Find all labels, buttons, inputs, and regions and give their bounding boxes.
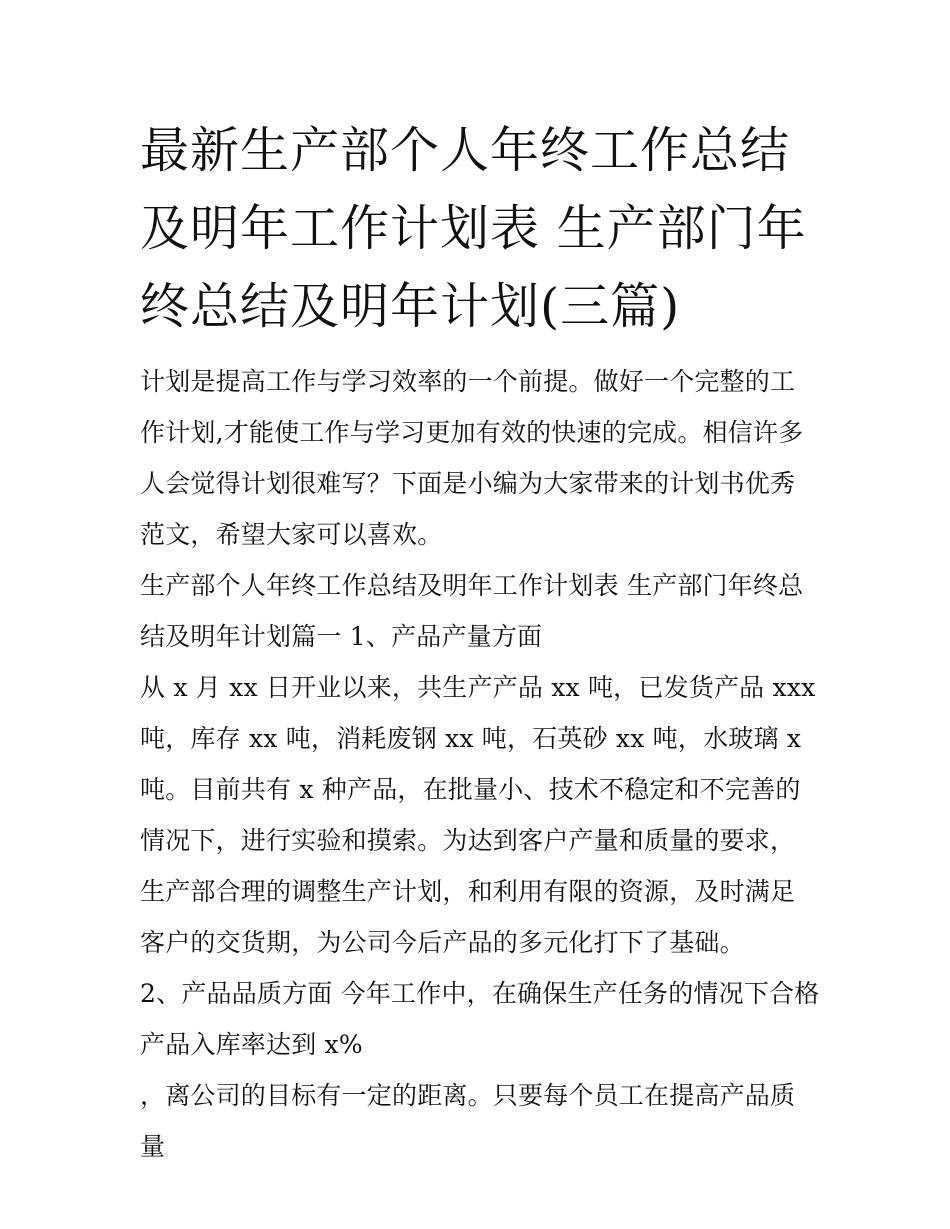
intro-paragraph: 计划是提高工作与学习效率的一个前提。做好一个完整的工作计划,才能使工作与学习更加有效的快速的完成。相信许多人会觉得计划很难写？下面是小编为大家带来的计划书优秀范文，希望大家可以喜欢。 (140, 367, 804, 549)
quality-continued-paragraph: ，离公司的目标有一定的距离。只要每个员工在提高产品质量 (140, 1081, 796, 1161)
quality-paragraph: 2、产品品质方面 今年工作中，在确保生产任务的情况下合格产品入库率达到 x% (140, 979, 820, 1059)
document-page (140, 112, 820, 1172)
production-output-paragraph: 从 x 月 xx 日开业以来，共生产产品 xx 吨，已发货产品 xxx 吨，库存 xx 吨，消耗废钢 xx 吨，石英砂 xx 吨，水玻璃 x 吨。目前共有 x 种产品，在批量小、技术不稳定和不完善的情况下，进行实验和摸索。为达到客户产量和质量的要求，生产部合理的调整生产计划，和利用有限的资源，及时满足客户的交货期，为公司今后产品的多元化打下了基础。 (140, 673, 816, 957)
document-title: 最新生产部个人年终工作总结及明年工作计划表 生产部门年终总结及明年计划(三篇) (140, 122, 807, 335)
section-heading-paragraph: 生产部个人年终工作总结及明年工作计划表 生产部门年终总结及明年计划篇一 1、产品产量方面 (140, 571, 804, 651)
